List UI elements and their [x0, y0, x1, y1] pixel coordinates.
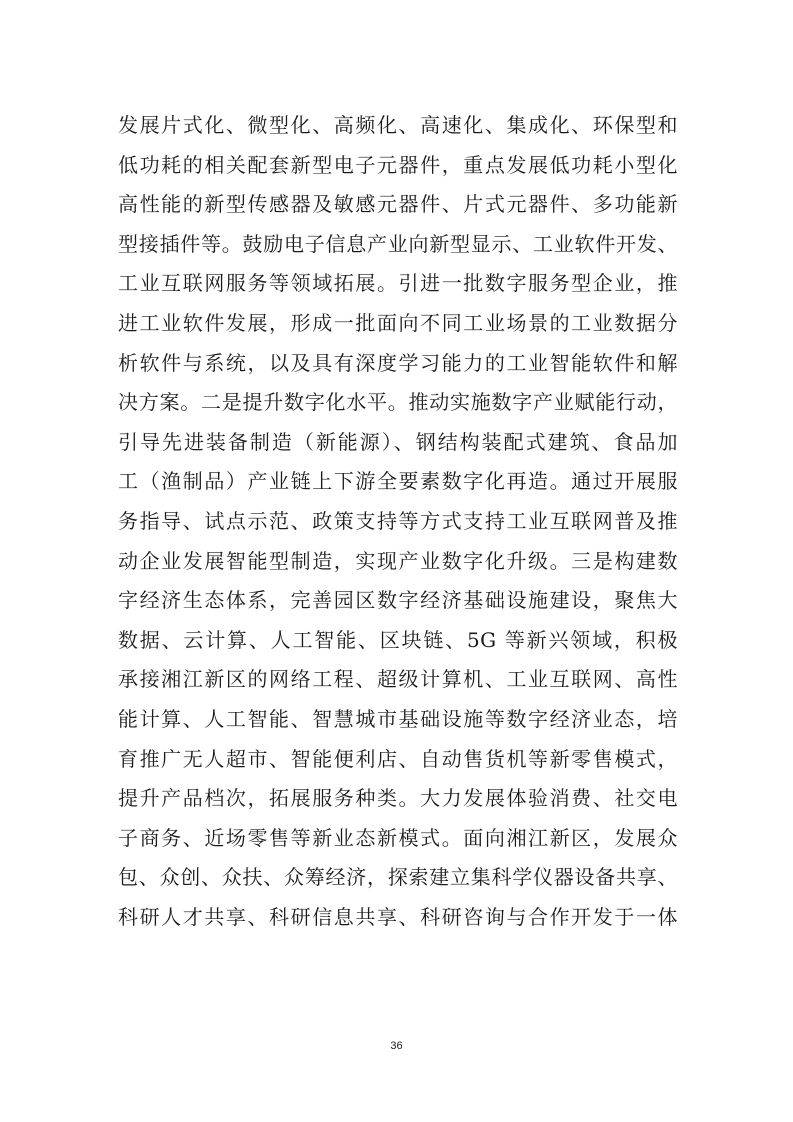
- text-line: 子商务、近场零售等新业态新模式。面向湘江新区，发展众: [118, 825, 678, 850]
- text-line: 数据、云计算、人工智能、区块链、5G 等新兴领域，积极: [118, 627, 678, 652]
- text-line: 高性能的新型传感器及敏感元器件、片式元器件、多功能新: [118, 192, 678, 217]
- text-line: 动企业发展智能型制造，实现产业数字化升级。三是构建数: [118, 548, 678, 573]
- text-line: 能计算、人工智能、智慧城市基础设施等数字经济业态，培: [118, 706, 678, 731]
- text-line: 析软件与系统，以及具有深度学习能力的工业智能软件和解: [118, 350, 678, 375]
- text-line: 包、众创、众扶、众筹经济，探索建立集科学仪器设备共享、: [118, 865, 678, 890]
- text-line: 育推广无人超市、智能便利店、自动售货机等新零售模式，: [118, 746, 678, 771]
- text-line: 决方案。二是提升数字化水平。推动实施数字产业赋能行动，: [118, 390, 678, 415]
- text-line: 型接插件等。鼓励电子信息产业向新型显示、工业软件开发、: [118, 231, 678, 256]
- text-line: 发展片式化、微型化、高频化、高速化、集成化、环保型和: [118, 113, 678, 137]
- text-line: 字经济生态体系，完善园区数字经济基础设施建设，聚焦大: [118, 588, 678, 613]
- body-paragraph: [118, 106, 678, 937]
- text-line: 提升产品档次，拓展服务种类。大力发展体验消费、社交电: [118, 786, 678, 811]
- text-line: 进工业软件发展，形成一批面向不同工业场景的工业数据分: [118, 310, 678, 335]
- text-line: 工（渔制品）产业链上下游全要素数字化再造。通过开展服: [118, 469, 678, 494]
- text-line: 务指导、试点示范、政策支持等方式支持工业互联网普及推: [118, 508, 678, 533]
- text-line: 科研人才共享、科研信息共享、科研咨询与合作开发于一体: [118, 904, 678, 929]
- text-line: 工业互联网服务等领域拓展。引进一批数字服务型企业，推: [118, 271, 678, 296]
- page-number: 36: [390, 1040, 403, 1052]
- text-line: 低功耗的相关配套新型电子元器件，重点发展低功耗小型化: [118, 152, 678, 177]
- text-line: 承接湘江新区的网络工程、超级计算机、工业互联网、高性: [118, 667, 678, 692]
- text-line: 引导先进装备制造（新能源）、钢结构装配式建筑、食品加: [118, 429, 678, 454]
